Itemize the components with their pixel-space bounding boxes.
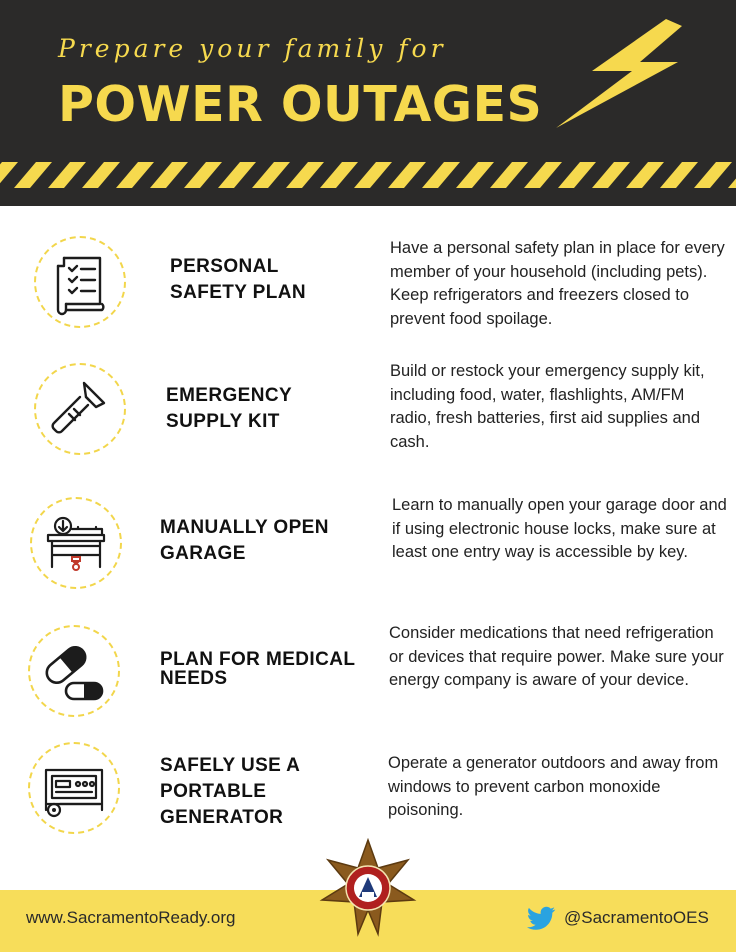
item-title: SAFELY USE A PORTABLE GENERATOR — [160, 755, 301, 828]
header-banner — [0, 0, 736, 206]
item-title: PERSONAL SAFETY PLAN — [170, 256, 307, 303]
icon-circle — [28, 742, 120, 834]
twitter-icon[interactable] — [526, 906, 556, 932]
icon-circle — [34, 363, 126, 455]
item-title: MANUALLY OPEN GARAGE — [160, 517, 329, 564]
header-title: POWER OUTAGES — [58, 76, 543, 133]
item-manually-open-garage — [0, 486, 736, 606]
item-plan-for-medical-needs — [0, 612, 736, 732]
lightning-bolt-icon — [556, 16, 686, 131]
item-description: Operate a generator outdoors and away from windows to prevent carbon monoxide poisoning. — [388, 754, 719, 819]
generator-icon — [30, 744, 118, 832]
item-description: Build or restock your emergency supply kit, including food, water, flashlights, AM/FM radio, fresh batteries, first aid supplies and cash. — [390, 362, 705, 451]
icon-circle — [30, 497, 122, 589]
sacramento-emergency-services-badge-icon — [318, 838, 418, 938]
garage-icon — [32, 499, 120, 587]
header-subtitle: Prepare your family for — [58, 34, 447, 63]
item-description: Consider medications that need refrigeration or devices that require power. Make sure your energy company is aware of your device. — [389, 624, 724, 689]
twitter-handle[interactable]: @SacramentoOES — [564, 908, 709, 927]
icon-circle — [34, 236, 126, 328]
item-personal-safety-plan — [0, 226, 736, 346]
checklist-icon — [36, 238, 124, 326]
item-description: Learn to manually open your garage door and if using electronic house locks, make sure at least one entry way is accessible by key. — [392, 496, 727, 561]
medication-capsule-icon — [30, 627, 118, 715]
flashlight-icon — [36, 365, 124, 453]
icon-circle — [28, 625, 120, 717]
item-title: EMERGENCY SUPPLY KIT — [166, 385, 293, 432]
website-link[interactable]: www.SacramentoReady.org — [26, 908, 236, 927]
hazard-stripes — [0, 158, 736, 192]
item-description: Have a personal safety plan in place for every member of your household (including pets). Keep refrigerators and freezers closed to prevent food spoilage. — [390, 239, 725, 328]
item-emergency-supply-kit — [0, 352, 736, 472]
item-title: PLAN FOR MEDICAL NEEDS — [160, 649, 356, 689]
